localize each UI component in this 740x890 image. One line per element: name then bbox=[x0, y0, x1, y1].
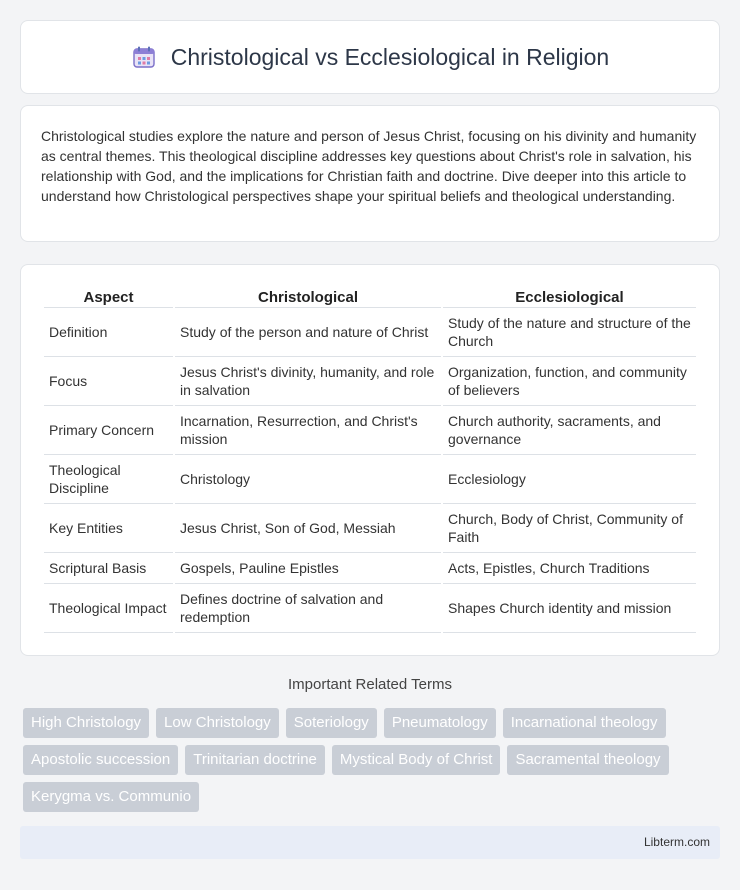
row-christological: Jesus Christ's divinity, humanity, and role in salvation bbox=[175, 357, 441, 406]
row-ecclesiological: Church, Body of Christ, Community of Faith bbox=[443, 504, 696, 553]
related-term-tag[interactable]: Sacramental theology bbox=[507, 745, 668, 775]
page-title: Christological vs Ecclesiological in Religion bbox=[170, 43, 610, 70]
row-aspect: Scriptural Basis bbox=[44, 553, 173, 584]
table-row bbox=[44, 553, 696, 584]
related-term-tag[interactable]: High Christology bbox=[23, 708, 149, 738]
row-christological: Gospels, Pauline Epistles bbox=[175, 553, 441, 584]
related-term-tag[interactable]: Low Christology bbox=[156, 708, 279, 738]
row-ecclesiological: Study of the nature and structure of the Church bbox=[443, 308, 696, 357]
related-term-tag[interactable]: Pneumatology bbox=[384, 708, 496, 738]
table-row bbox=[44, 455, 696, 504]
row-aspect: Definition bbox=[44, 308, 173, 357]
row-ecclesiological: Ecclesiology bbox=[443, 455, 696, 504]
related-term-tag[interactable]: Apostolic succession bbox=[23, 745, 178, 775]
row-aspect: Primary Concern bbox=[44, 406, 173, 455]
row-ecclesiological: Shapes Church identity and mission bbox=[443, 584, 696, 633]
related-terms-list bbox=[23, 708, 723, 812]
related-term-tag[interactable]: Kerygma vs. Communio bbox=[23, 782, 199, 812]
comparison-table bbox=[42, 285, 698, 633]
related-term-tag[interactable]: Mystical Body of Christ bbox=[332, 745, 501, 775]
intro-text: Christological studies explore the nature and person of Jesus Christ, focusing on his divinity and humanity as central themes. This theological discipline addresses key questions about Christ's role in salvation, his relationship with God, and the implications for Christian faith and doctrine. Dive deeper into this article to understand how Christological perspectives shape your spiritual beliefs and theological understanding. bbox=[41, 128, 697, 204]
column-header-christological: Christological bbox=[175, 285, 441, 308]
row-christological: Defines doctrine of salvation and redemption bbox=[175, 584, 441, 633]
row-christological: Study of the person and nature of Christ bbox=[175, 308, 441, 357]
row-aspect: Theological Impact bbox=[44, 584, 173, 633]
related-term-tag[interactable]: Soteriology bbox=[286, 708, 377, 738]
row-christological: Christology bbox=[175, 455, 441, 504]
related-term-tag[interactable]: Incarnational theology bbox=[503, 708, 666, 738]
column-header-aspect: Aspect bbox=[44, 285, 173, 308]
table-header-row bbox=[44, 285, 696, 308]
calendar-icon bbox=[131, 44, 157, 70]
row-ecclesiological: Acts, Epistles, Church Traditions bbox=[443, 553, 696, 584]
row-christological: Incarnation, Resurrection, and Christ's mission bbox=[175, 406, 441, 455]
column-header-ecclesiological: Ecclesiological bbox=[443, 285, 696, 308]
table-row bbox=[44, 406, 696, 455]
footer-site-link[interactable]: Libterm.com bbox=[643, 835, 710, 849]
table-row bbox=[44, 357, 696, 406]
table-row bbox=[44, 504, 696, 553]
table-row bbox=[44, 308, 696, 357]
row-ecclesiological: Church authority, sacraments, and governance bbox=[443, 406, 696, 455]
row-aspect: Key Entities bbox=[44, 504, 173, 553]
related-term-tag[interactable]: Trinitarian doctrine bbox=[185, 745, 325, 775]
row-aspect: Focus bbox=[44, 357, 173, 406]
page-header bbox=[20, 20, 720, 94]
row-aspect: Theological Discipline bbox=[44, 455, 173, 504]
footer bbox=[20, 826, 720, 859]
row-ecclesiological: Organization, function, and community of believers bbox=[443, 357, 696, 406]
intro-card bbox=[20, 105, 720, 242]
row-christological: Jesus Christ, Son of God, Messiah bbox=[175, 504, 441, 553]
comparison-card bbox=[20, 264, 720, 656]
table-row bbox=[44, 584, 696, 633]
related-terms-title: Important Related Terms bbox=[288, 676, 452, 693]
